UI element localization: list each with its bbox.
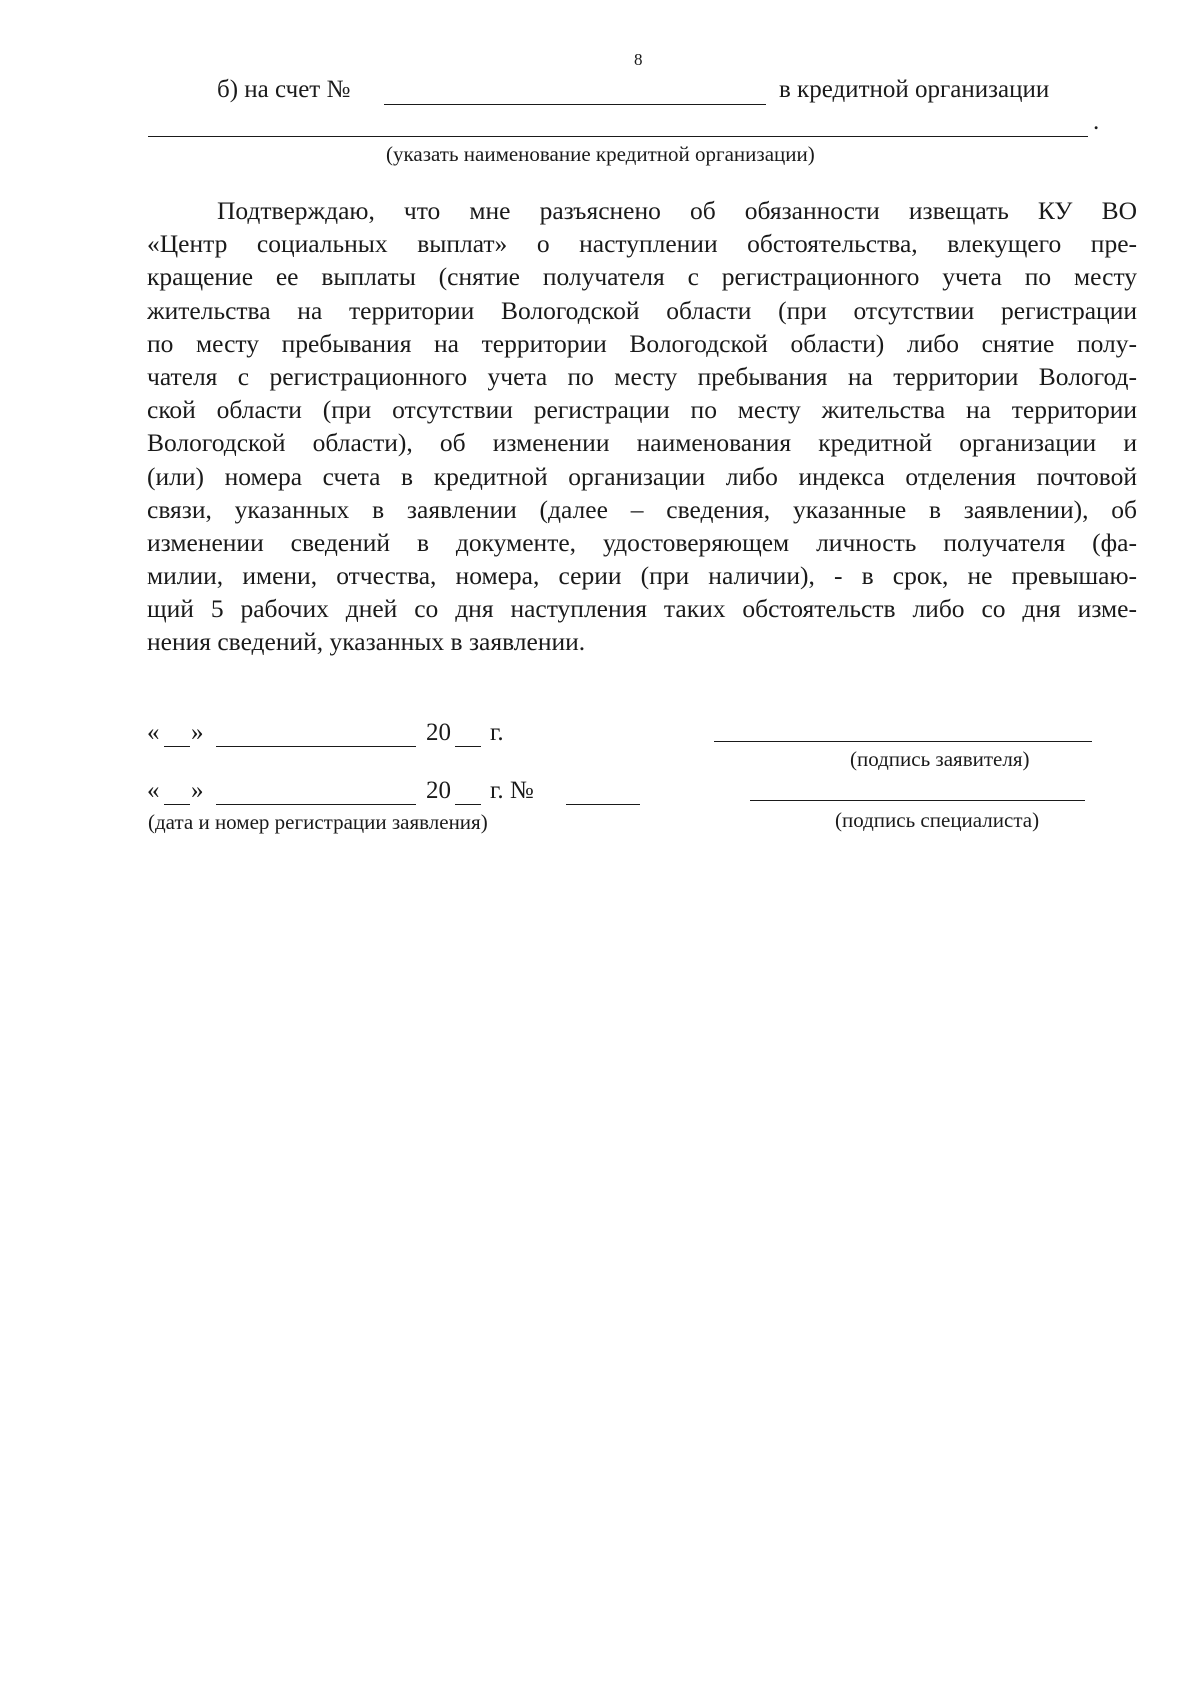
bank-name-hint: (указать наименование кредитной организации) xyxy=(386,142,815,166)
applicant-signature-hint: (подпись заявителя) xyxy=(850,747,1030,771)
paragraph-line: жительства на территории Вологодской области (при отсутствии регистрации xyxy=(147,295,1137,325)
bank-name-terminal-dot: . xyxy=(1093,108,1100,135)
paragraph-line: по месту пребывания на территории Вологодской области) либо снятие полу- xyxy=(147,328,1137,358)
date-close-quote: » xyxy=(191,719,204,746)
paragraph-line: нения сведений, указанных в заявлении. xyxy=(147,627,586,657)
registration-number-field-line xyxy=(566,804,640,805)
registration-date-open-quote: « xyxy=(147,777,160,804)
paragraph-line: щий 5 рабочих дней со дня наступления таких обстоятельств либо со дня изме- xyxy=(147,594,1137,624)
registration-date-close-quote: » xyxy=(191,777,204,804)
specialist-signature-line xyxy=(750,800,1085,801)
paragraph-line: ской области (при отсутствии регистрации по месту жительства на территории xyxy=(147,395,1137,425)
registration-year-prefix: 20 xyxy=(426,777,451,804)
page-number: 8 xyxy=(634,50,643,69)
year-prefix: 20 xyxy=(426,719,451,746)
registration-date-hint: (дата и номер регистрации заявления) xyxy=(148,810,488,834)
account-number-label: б) на счет № xyxy=(217,76,351,103)
paragraph-line: милии, имени, отчества, номера, серии (при наличии), - в срок, не превышаю- xyxy=(147,561,1137,591)
specialist-signature-hint: (подпись специалиста) xyxy=(835,808,1040,832)
month-field-line xyxy=(216,746,416,747)
paragraph-line: (или) номера счета в кредитной организации либо индекса отделения почтовой xyxy=(147,461,1137,491)
account-bank-label: в кредитной организации xyxy=(779,76,1050,103)
paragraph-line: «Центр социальных выплат» о наступлении обстоятельства, влекущего пре- xyxy=(147,229,1137,259)
paragraph-line: чателя с регистрационного учета по месту пребывания на территории Вологод- xyxy=(147,361,1137,391)
account-number-field-line xyxy=(384,104,766,105)
confirmation-paragraph xyxy=(147,194,1137,659)
paragraph-line: изменении сведений в документе, удостоверяющем личность получателя (фа- xyxy=(147,527,1137,557)
paragraph-line: кращение ее выплаты (снятие получателя с регистрационного учета по месту xyxy=(147,262,1137,292)
year-suffix: г. xyxy=(490,719,504,746)
registration-year-field-line xyxy=(455,804,481,805)
bank-name-field-line xyxy=(148,136,1088,137)
paragraph-line: Вологодской области), об изменении наименования кредитной организации и xyxy=(147,428,1137,458)
year-field-line xyxy=(455,746,481,747)
registration-day-field-line xyxy=(164,804,190,805)
day-field-line xyxy=(164,746,190,747)
applicant-signature-line xyxy=(714,741,1092,742)
paragraph-line: связи, указанных в заявлении (далее – сведения, указанные в заявлении), об xyxy=(147,494,1137,524)
registration-number-label: г. № xyxy=(490,777,534,804)
paragraph-line: Подтверждаю, что мне разъяснено об обязанности извещать КУ ВО xyxy=(217,196,1137,225)
registration-month-field-line xyxy=(216,804,416,805)
date-open-quote: « xyxy=(147,719,160,746)
